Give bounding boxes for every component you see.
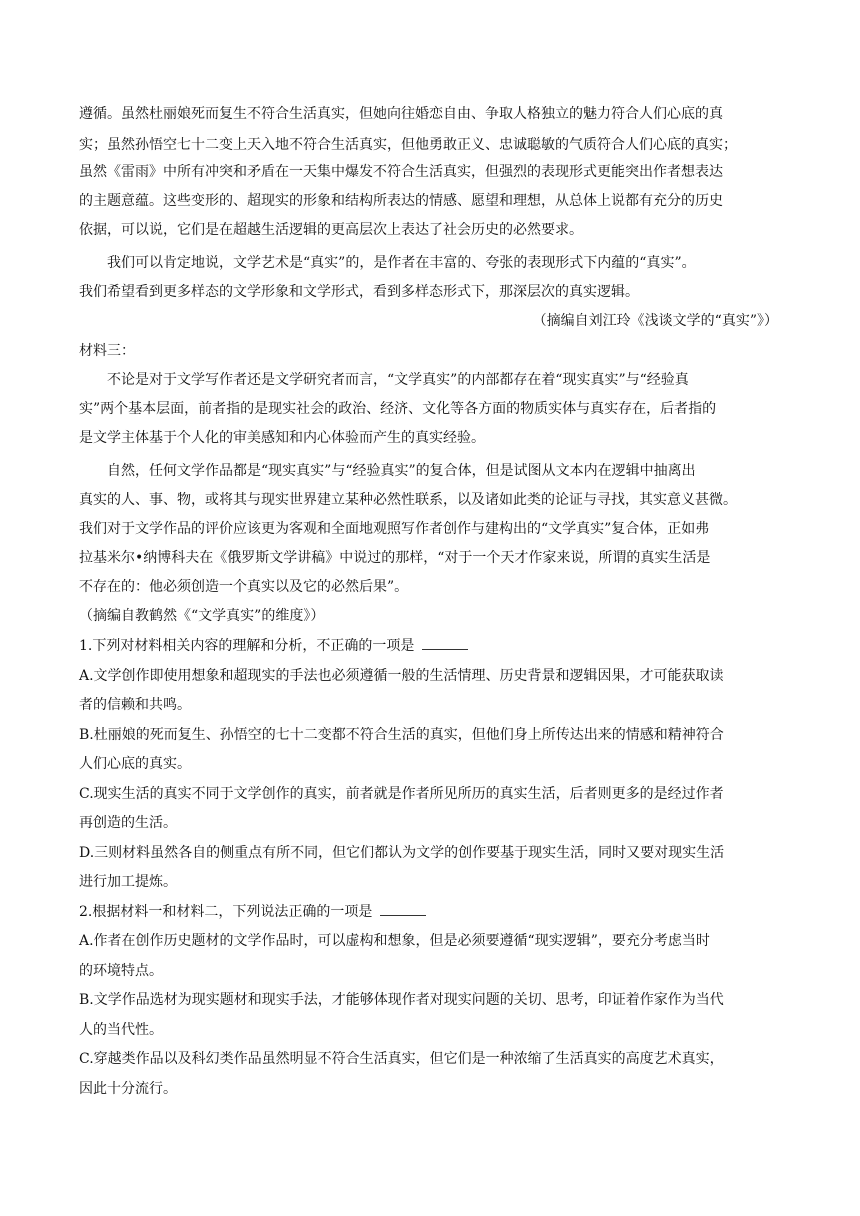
question-stem-text: 2.根据材料一和材料二，下列说法正确的一项是 <box>79 904 373 920</box>
paragraph-line: 我们对于文学作品的评价应该更为客观和全面地观照写作者创作与建构出的“文学真实”复合体，正如弗 <box>79 521 710 537</box>
option-line: A.文学创作即使用想象和超现实的手法也必须遵循一般的生活情理、历史背景和逻辑因果，才可能获取读 <box>79 668 724 684</box>
option-line: 再创造的生活。 <box>79 815 177 831</box>
option-line: C.现实生活的真实不同于文学创作的真实，前者就是作者所见所历的真实生活，后者则更多的是经过作者 <box>79 786 724 802</box>
paragraph-line: 拉基米尔•纳博科夫在《俄罗斯文学讲稿》中说过的那样，“对于一个天才作家来说，所谓的真实生活是 <box>79 550 711 566</box>
option-line: 者的信赖和共鸣。 <box>79 697 191 713</box>
paragraph-line: 实”两个基本层面，前者指的是现实社会的政治、经济、文化等各方面的物质实体与真实存在，后者指的 <box>79 401 717 417</box>
question-stem <box>79 636 468 656</box>
paragraph-line: 虽然《雷雨》中所有冲突和矛盾在一天集中爆发不符合生活真实，但强烈的表现形式更能突出作者想表达 <box>79 164 723 180</box>
paragraph-line: 我们可以肯定地说，文学艺术是“真实”的，是作者在丰富的、夸张的表现形式下内蕴的“真实”。 <box>79 255 696 271</box>
paragraph-line: 不论是对于文学写作者还是文学研究者而言，“文学真实”的内部都存在着“现实真实”与“经验真 <box>79 372 689 388</box>
option-line: 人的当代性。 <box>79 1022 163 1038</box>
question-stem <box>79 902 426 922</box>
question-stem-text: 1.下列对材料相关内容的理解和分析，不正确的一项是 <box>79 638 415 654</box>
paragraph-line: 是文学主体基于个人化的审美感知和内心体验而产生的真实经验。 <box>79 430 485 446</box>
paragraph-line: 实；虽然孙悟空七十二变上天入地不符合生活真实，但他勇敢正义、忠诚聪敏的气质符合人们心底的真实； <box>79 137 737 153</box>
paragraph-line: 依据，可以说，它们是在超越生活逻辑的更高层次上表达了社会历史的必然要求。 <box>79 222 583 238</box>
paragraph-line: 我们希望看到更多样态的文学形象和文学形式，看到多样态形式下，那深层次的真实逻辑。 <box>79 284 639 300</box>
option-line: 进行加工提炼。 <box>79 874 177 890</box>
paragraph-line: 遵循。虽然杜丽娘死而复生不符合生活真实，但她向往婚恋自由、争取人格独立的魅力符合人们心底的真 <box>79 106 723 122</box>
option-line: A.作者在创作历史题材的文学作品时，可以虚构和想象，但是必须要遵循“现实逻辑”，要充分考虑当时 <box>79 933 710 949</box>
option-line: B.杜丽娘的死而复生、孙悟空的七十二变都不符合生活的真实，但他们身上所传达出来的情感和精神符合 <box>79 727 724 743</box>
paragraph-line: 真实的人、事、物，或将其与现实世界建立某种必然性联系，以及诸如此类的论证与寻找，其实意义甚微。 <box>79 492 737 508</box>
option-line: C.穿越类作品以及科幻类作品虽然明显不符合生活真实，但它们是一种浓缩了生活真实的高度艺术真实， <box>79 1051 724 1067</box>
paragraph-line: 不存在的：他必须创造一个真实以及它的必然后果”。 <box>79 579 409 595</box>
answer-blank[interactable] <box>422 637 468 650</box>
answer-blank[interactable] <box>380 903 426 916</box>
source-citation: （摘编自刘江玲《浅谈文学的“真实”》） <box>532 313 778 329</box>
paragraph-line: 自然，任何文学作品都是“现实真实”与“经验真实”的复合体，但是试图从文本内在逻辑中抽离出 <box>79 463 696 479</box>
option-line: D.三则材料虽然各自的侧重点有所不同，但它们都认为文学的创作要基于现实生活，同时又要对现实生活 <box>79 845 725 861</box>
option-line: 因此十分流行。 <box>79 1081 177 1097</box>
option-line: B.文学作品选材为现实题材和现实手法，才能够体现作者对现实问题的关切、思考，印证着作家作为当代 <box>79 992 724 1008</box>
option-line: 人们心底的真实。 <box>79 756 191 772</box>
option-line: 的环境特点。 <box>79 963 163 979</box>
source-citation: （摘编自教鹤然《“文学真实”的维度》） <box>79 608 325 624</box>
paragraph-line: 的主题意蕴。这些变形的、超现实的形象和结构所表达的情感、愿望和理想，从总体上说都有充分的历史 <box>79 193 723 209</box>
section-heading: 材料三： <box>79 343 135 359</box>
